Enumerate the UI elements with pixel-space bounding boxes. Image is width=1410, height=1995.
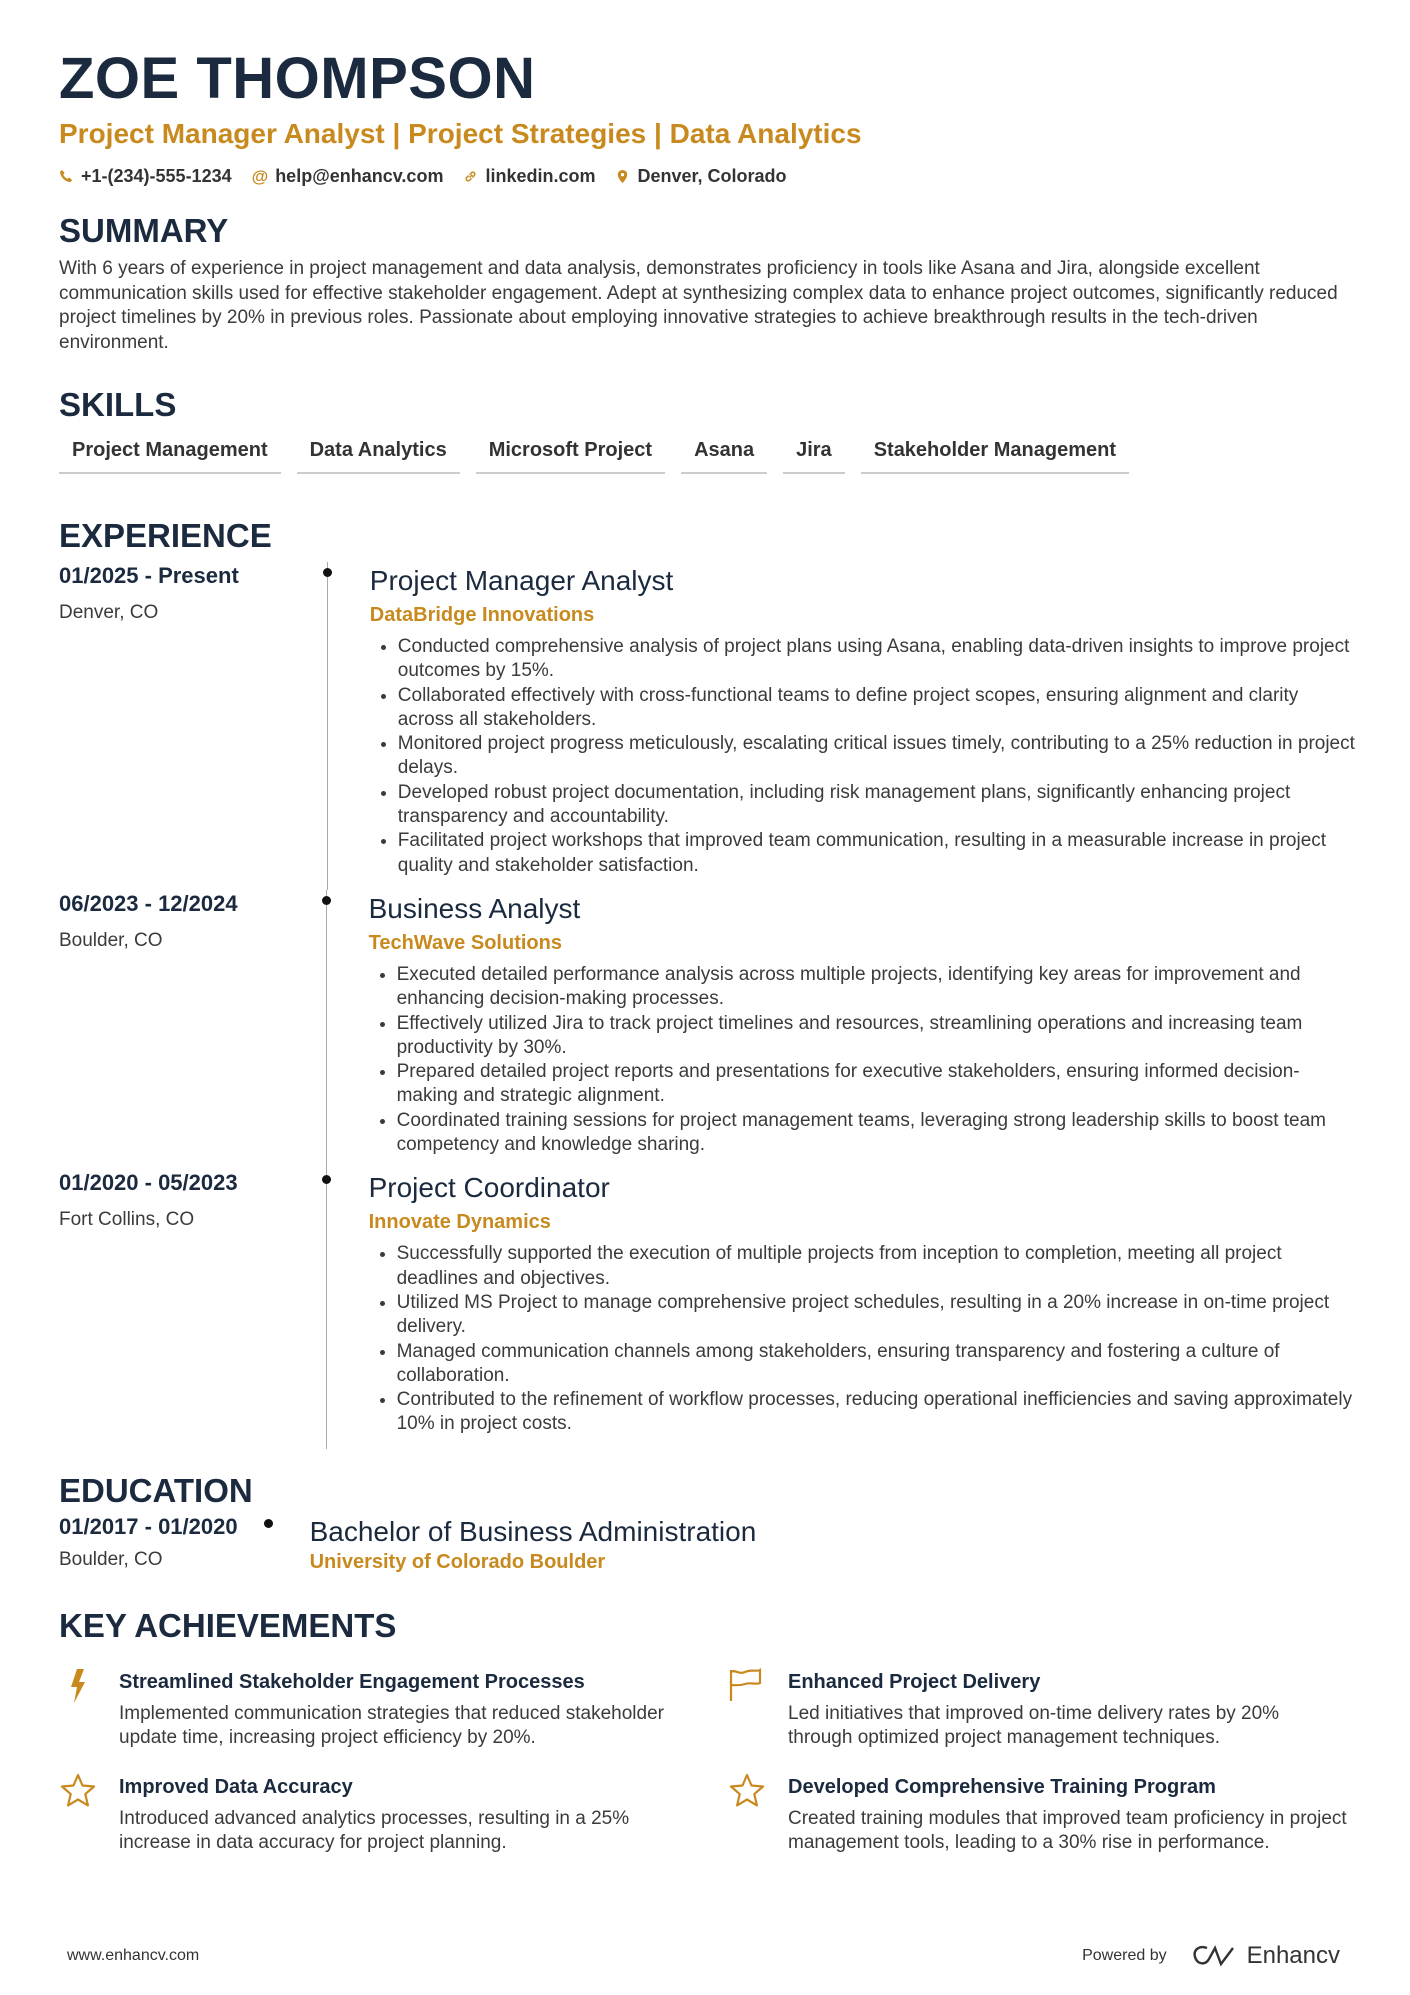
achievement-item	[728, 1668, 1348, 1751]
bullet-item: • Successfully supported the execution of multiple projects from inception to completion, meeting all project deadlines and objectives.	[397, 1242, 1359, 1291]
experience-date: 01/2020 - 05/2023	[59, 1170, 238, 1196]
achievement-title: Developed Comprehensive Training Program	[788, 1775, 1216, 1798]
education-details	[268, 1513, 1359, 1586]
achievement-item	[728, 1773, 1348, 1856]
bullet-item: • Collaborated effectively with cross-functional teams to define project scopes, ensuring alignment and clarity across all stakeholders.	[398, 684, 1359, 733]
education-location: Boulder, CO	[59, 1548, 163, 1570]
experience-entry	[59, 1169, 1359, 1448]
experience-details	[328, 562, 1359, 890]
contact-linkedin[interactable]: linkedin.com	[463, 166, 595, 187]
education-section	[59, 1471, 1359, 1586]
resume	[59, 44, 1359, 1856]
skill-tag: Project Management	[59, 439, 281, 474]
bullet-item: • Facilitated project workshops that improved team communication, resulting in a measurable increase in project quality and stakeholder satisfaction.	[398, 829, 1359, 878]
candidate-name: ZOE THOMPSON	[59, 46, 536, 111]
school: University of Colorado Boulder	[309, 1550, 606, 1573]
job-title: Project Coordinator	[368, 1172, 610, 1204]
contact-phone: +1-(234)-555-1234	[59, 166, 232, 187]
summary-text: With 6 years of experience in project management and data analysis, demonstrates proficiency in tools like Asana and Jira, alongside excellent communication skills used for effective stakeholder engagement. Adept at synthesizing complex data to enhance project outcomes, significantly reduced project timelines by 20% in previous roles. Passionate about employing innovative strategies to achieve breakthrough results in the tech-driven environment.	[59, 258, 1338, 353]
skills-section	[59, 385, 1359, 474]
phone-icon	[59, 169, 74, 184]
achievement-title: Improved Data Accuracy	[119, 1775, 353, 1798]
skill-tag: Asana	[681, 439, 767, 474]
timeline-dot	[322, 1175, 331, 1184]
bullet-item: • Effectively utilized Jira to track project timelines and resources, streamlining operations and increasing team productivity by 30%.	[397, 1012, 1359, 1061]
experience-date: 01/2025 - Present	[59, 563, 239, 588]
experience-section	[59, 516, 1359, 1449]
experience-details	[327, 1169, 1359, 1448]
timeline-dot	[322, 896, 331, 905]
skill-tag: Stakeholder Management	[861, 439, 1129, 474]
company-name: Innovate Dynamics	[368, 1211, 551, 1234]
education-entry	[59, 1513, 1359, 1586]
experience-heading: EXPERIENCE	[59, 517, 272, 554]
company-name: DataBridge Innovations	[369, 604, 595, 626]
lightning-icon	[59, 1668, 97, 1751]
achievement-item	[59, 1773, 728, 1856]
experience-entry	[59, 890, 1359, 1169]
achievement-description: Introduced advanced analytics processes, resulting in a 25% increase in data accuracy for project planning.	[119, 1807, 630, 1854]
education-date: 01/2017 - 01/2020	[59, 1513, 238, 1539]
education-heading: EDUCATION	[59, 1471, 253, 1509]
skills-list	[59, 439, 1359, 474]
enhancv-logo-icon	[1191, 1944, 1237, 1968]
achievements-list	[59, 1668, 1359, 1856]
job-title: Business Analyst	[368, 892, 581, 924]
education-meta	[59, 1513, 268, 1586]
contact-location: Denver, Colorado	[615, 166, 786, 187]
skill-tag: Jira	[783, 439, 845, 474]
at-icon: @	[251, 166, 269, 186]
skill-tag: Microsoft Project	[476, 439, 665, 474]
contact-bar	[59, 166, 1359, 187]
summary-section	[59, 211, 1359, 355]
experience-entry	[59, 562, 1359, 890]
achievements-section	[59, 1606, 1359, 1856]
enhancv-logo[interactable]: Enhancv	[1191, 1942, 1340, 1970]
summary-heading: SUMMARY	[59, 212, 229, 249]
degree: Bachelor of Business Administration	[309, 1515, 757, 1547]
bullet-item: • Monitored project progress meticulously, escalating critical issues timely, contributing to a 25% reduction in project delays.	[398, 732, 1359, 781]
responsibilities-list	[369, 963, 1359, 1157]
bullet-item: • Developed robust project documentation, including risk management plans, significantly enhancing project transparency and accountability.	[398, 781, 1359, 830]
achievements-heading: KEY ACHIEVEMENTS	[59, 1606, 397, 1644]
experience-location: Boulder, CO	[59, 929, 163, 951]
achievement-description: Created training modules that improved team proficiency in project management tools, leading to a 30% rise in performance.	[788, 1807, 1347, 1854]
footer	[67, 1942, 1340, 1970]
location-pin-icon	[615, 169, 630, 184]
flag-icon	[728, 1668, 766, 1751]
contact-email[interactable]: @ help@enhancv.com	[251, 166, 444, 186]
experience-details	[327, 890, 1359, 1169]
achievement-description: Implemented communication strategies that reduced stakeholder update time, increasing project efficiency by 20%.	[119, 1702, 664, 1749]
powered-by: Powered by Enhancv	[1082, 1942, 1340, 1969]
bullet-item: • Managed communication channels among stakeholders, ensuring transparency and fostering a culture of collaboration.	[397, 1340, 1359, 1389]
bullet-item: • Prepared detailed project reports and presentations for executive stakeholders, ensuring informed decision-making and strategic alignment.	[397, 1060, 1359, 1109]
experience-location: Fort Collins, CO	[59, 1209, 195, 1231]
achievement-description: Led initiatives that improved on-time delivery rates by 20% through optimized project management techniques.	[788, 1702, 1280, 1749]
bullet-item: • Utilized MS Project to manage comprehensive project schedules, resulting in a 20% increase in on-time project delivery.	[397, 1291, 1359, 1340]
achievement-title: Enhanced Project Delivery	[788, 1670, 1041, 1693]
experience-meta	[59, 890, 327, 1169]
bullet-item: • Executed detailed performance analysis across multiple projects, identifying key areas for improvement and enhancing decision-making processes.	[397, 963, 1359, 1012]
experience-date: 06/2023 - 12/2024	[59, 890, 238, 916]
job-title: Project Manager Analyst	[369, 565, 674, 596]
timeline-dot	[264, 1519, 273, 1528]
responsibilities-list	[369, 1242, 1359, 1436]
bullet-item: • Coordinated training sessions for project management teams, leveraging strong leadership skills to boost team competency and knowledge sharing.	[397, 1109, 1359, 1158]
skill-tag: Data Analytics	[297, 439, 460, 474]
experience-location: Denver, CO	[59, 602, 159, 623]
footer-website[interactable]: www.enhancv.com	[67, 1947, 200, 1964]
star-icon	[728, 1773, 766, 1856]
bullet-item: • Conducted comprehensive analysis of project plans using Asana, enabling data-driven insights to improve project outcomes by 15%.	[398, 635, 1359, 684]
responsibilities-list	[370, 635, 1359, 878]
experience-meta	[59, 1169, 327, 1448]
company-name: TechWave Solutions	[368, 931, 562, 954]
experience-meta	[59, 562, 328, 890]
experience-list	[59, 562, 1359, 1449]
candidate-title: Project Manager Analyst | Project Strategies | Data Analytics	[59, 118, 862, 149]
star-icon	[59, 1773, 97, 1856]
achievement-item	[59, 1668, 728, 1751]
achievement-title: Streamlined Stakeholder Engagement Processes	[119, 1670, 585, 1693]
timeline-dot	[323, 568, 332, 577]
bullet-item: • Contributed to the refinement of workflow processes, reducing operational inefficiencies and saving approximately 10% in project costs.	[397, 1388, 1359, 1437]
skills-heading: SKILLS	[59, 386, 177, 423]
link-icon	[463, 169, 478, 184]
